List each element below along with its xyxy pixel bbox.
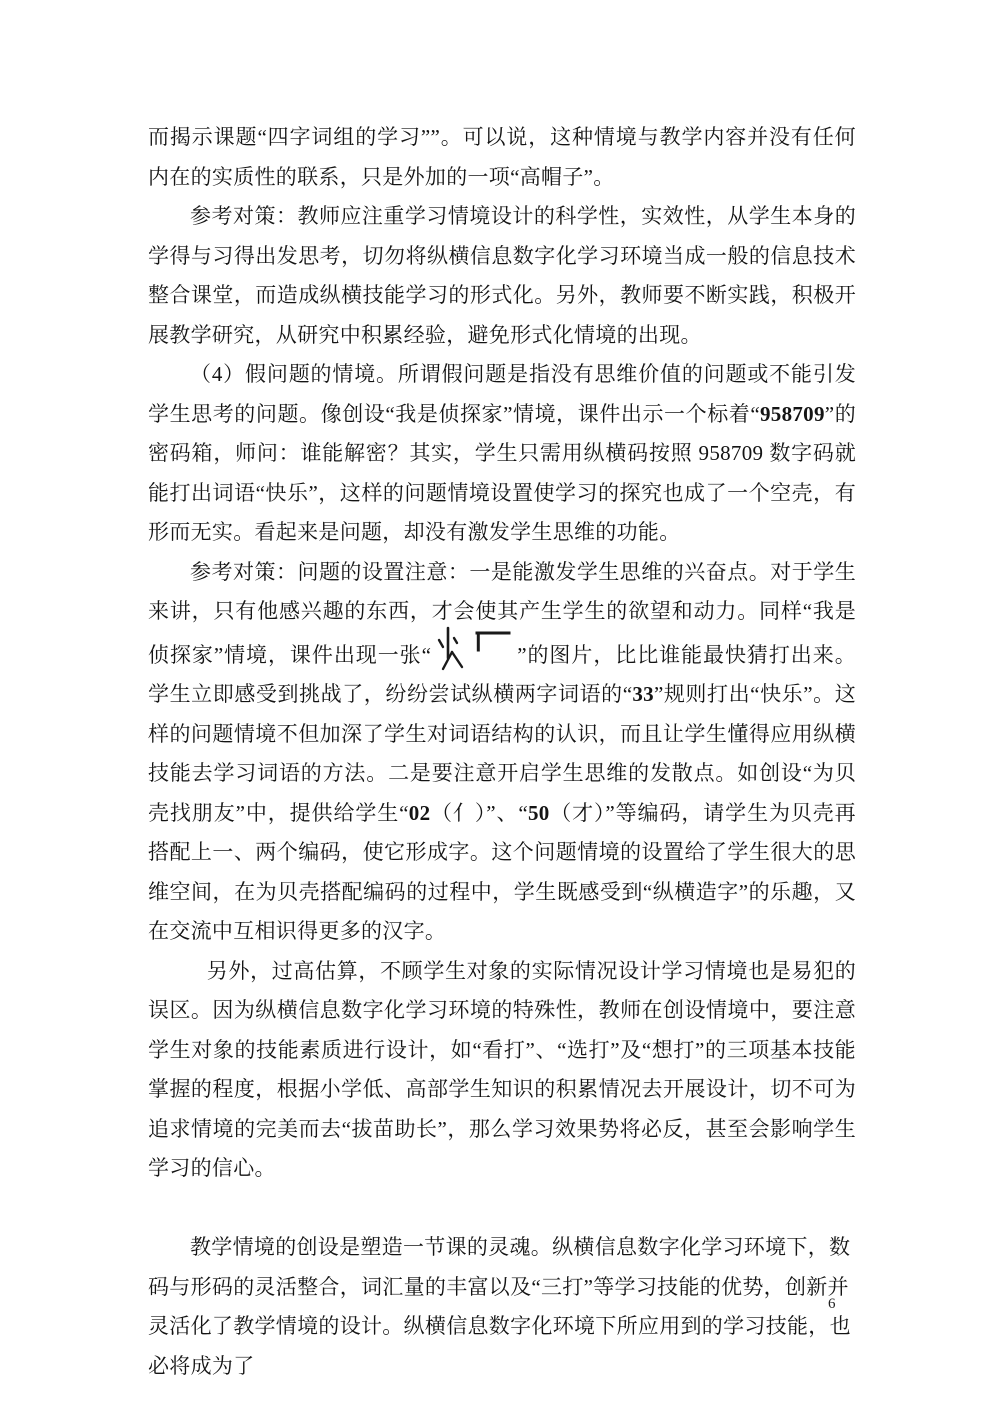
emphasized-number: 33: [632, 682, 654, 706]
emphasized-number: 958709: [759, 401, 825, 426]
paragraph: [148, 355, 856, 553]
character-strokes-image: [431, 632, 517, 662]
emphasized-number: 02: [408, 800, 431, 825]
blank-line: [148, 1189, 856, 1229]
text-run: ”的密码箱，师问：谁能解密？其实，学生只需用纵横码按照 958709 数字码就能打出词语“快乐”，这样的问题情境设置使学习的探究也成了一个空壳，有形而无实。看起来是问题，却没有激发学生思维的功能。: [148, 401, 856, 544]
text-run: ”规则打出“快乐”。这样的问题情境不但加深了学生对词语结构的认识，而且让学生懂得应用纵横技能去学习词语的方法。二是要注意开启学生思维的发散点。如创设“为贝壳找朋友”中，提供给学生“: [148, 682, 856, 825]
paragraph: [148, 1228, 856, 1386]
text-run: 参考对策：问题的设置注意：一是能激发学生思维的兴奋点。对于学生来讲，只有他感兴趣的东西，才会使其产生学生的欲望和动力。同样“我是侦探家”情境，课件出现一张“: [148, 559, 856, 667]
text-run: 参考对策：教师应注重学习情境设计的科学性，实效性，从学生本身的学得与习得出发思考，切勿将纵横信息数字化学习环境当成一般的信息技术整合课堂，而造成纵横技能学习的形式化。另外，教师要不断实践，积极开展教学研究，从研究中积累经验，避免形式化情境的出现。: [148, 204, 856, 347]
paragraph: [148, 197, 856, 355]
paragraph: [148, 553, 856, 952]
text-run: （才）”等编码，请学生为贝壳再搭配上一、两个编码，使它形成字。这个问题情境的设置给了学生很大的思维空间，在为贝壳搭配编码的过程中，学生既感受到“纵横造字”的乐趣，又在交流中互相识得更多的汉字。: [148, 800, 856, 943]
page-number: 6: [828, 1296, 836, 1312]
text-run: （4）假问题的情境。所谓假问题是指没有思维价值的问题或不能引发学生思考的问题。像创设“我是侦探家”情境，课件出示一个标着“: [148, 362, 856, 426]
text-run: 另外，过高估算，不顾学生对象的实际情况设计学习情境也是易犯的误区。因为纵横信息数字化学习环境的特殊性，教师在创设情境中，要注意学生对象的技能素质进行设计，如“看打”、“选打”及“想打”的三项基本技能掌握的程度，根据小学低、高部学生知识的积累情况去开展设计，切不可为追求情境的完美而去“拔苗助长”，那么学习效果势将必反，甚至会影响学生学习的信心。: [148, 958, 856, 1180]
document-content: [148, 118, 856, 1386]
text-run: 而揭示课题“四字词组的学习””。可以说，这种情境与教学内容并没有任何内在的实质性的联系，只是外加的一项“高帽子”。: [148, 125, 856, 189]
text-run: ”的图片，比比谁能最快猜打出来。学生立即感受到挑战了，纷纷尝试纵横两字词语的“: [148, 642, 856, 706]
text-run: （亻）”、“: [430, 800, 528, 825]
paragraph: [148, 952, 856, 1189]
paragraph: [148, 118, 856, 197]
emphasized-number: 50: [527, 800, 550, 825]
text-run: 教学情境的创设是塑造一节课的灵魂。纵横信息数字化学习环境下，数码与形码的灵活整合，词汇量的丰富以及“三打”等学习技能的优势，创新并灵活化了教学情境的设计。纵横信息数字化环境下所应用到的学习技能，也必将成为了: [148, 1235, 851, 1378]
